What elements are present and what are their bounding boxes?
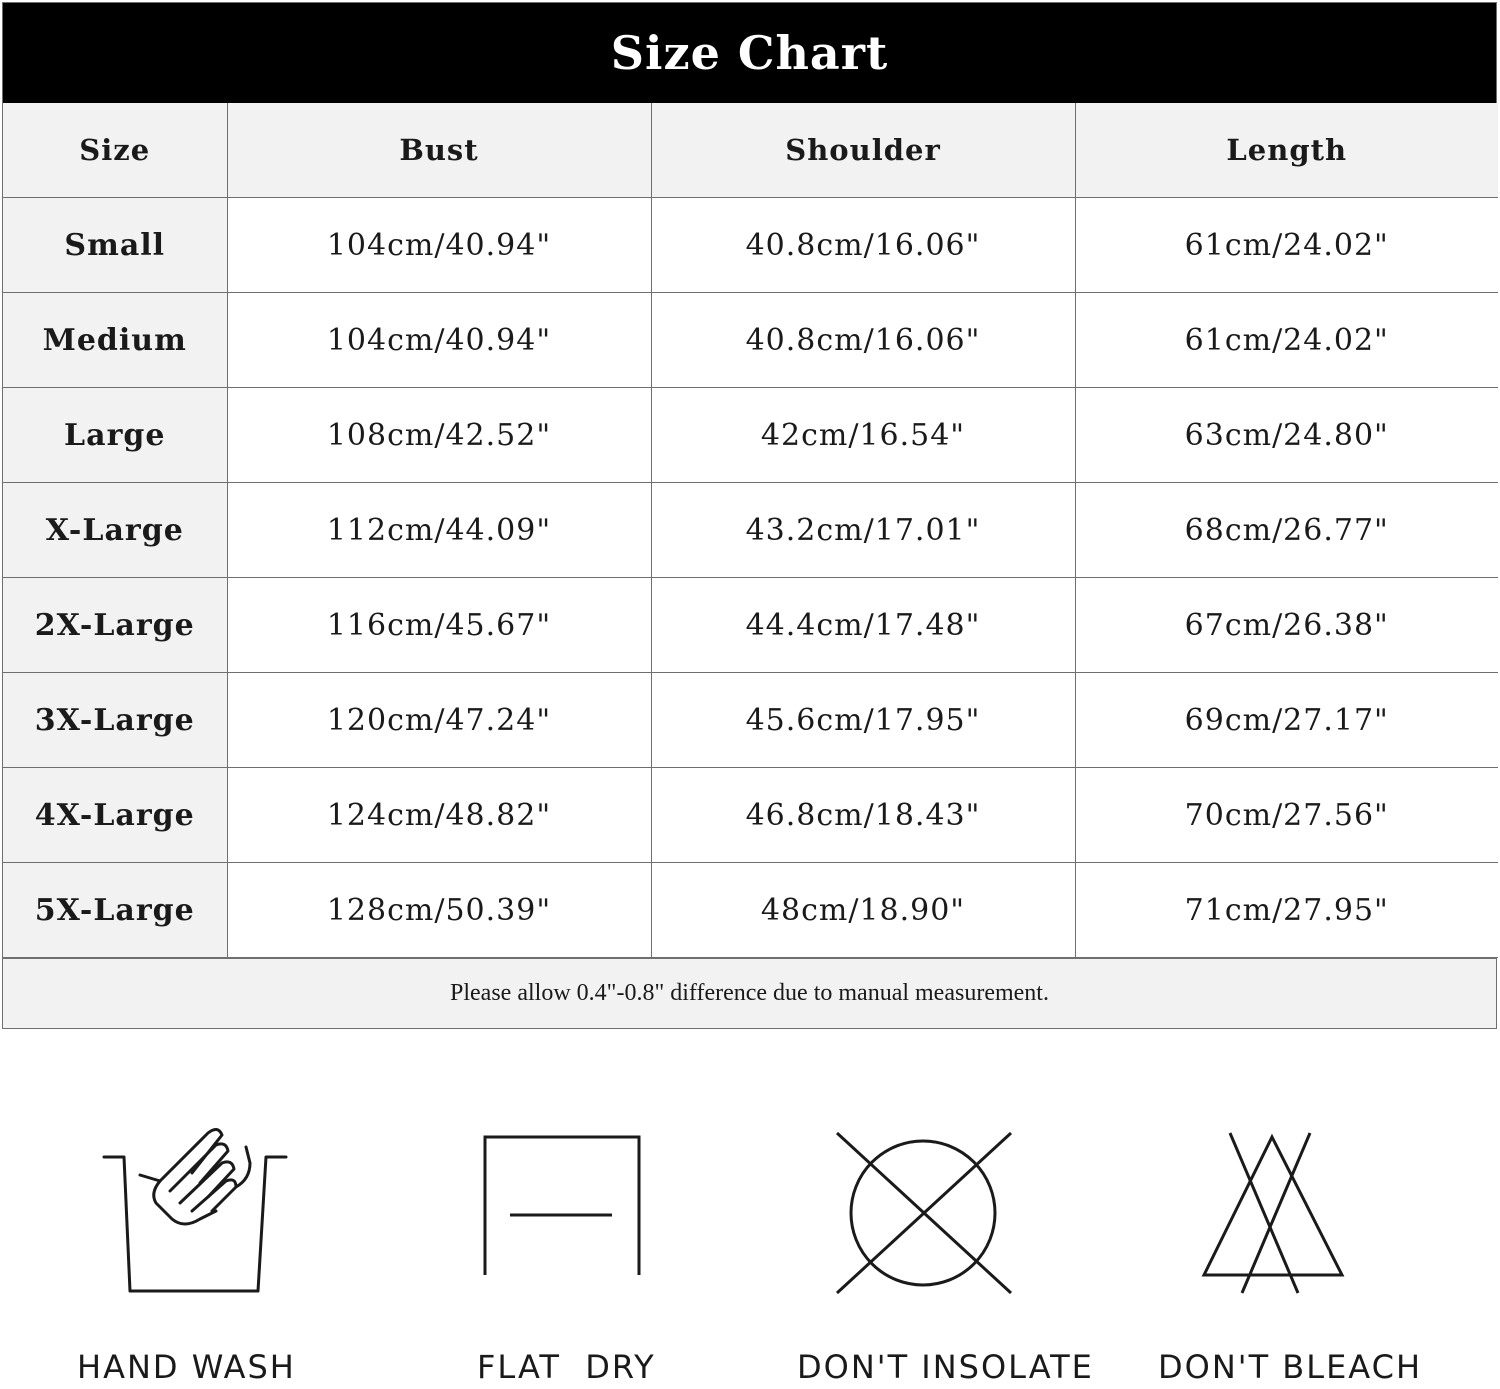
- table-row: [3, 198, 1498, 293]
- dont-insolate-icon: [835, 1115, 1015, 1295]
- bust-cell: 104cm/40.94": [227, 198, 651, 293]
- column-header-bust: Bust: [227, 103, 651, 198]
- shoulder-cell: 40.8cm/16.06": [651, 198, 1075, 293]
- shoulder-cell: 44.4cm/17.48": [651, 578, 1075, 673]
- shoulder-cell: 45.6cm/17.95": [651, 673, 1075, 768]
- shoulder-cell: 43.2cm/17.01": [651, 483, 1075, 578]
- care-flat-dry: [470, 1115, 670, 1385]
- length-cell: 70cm/27.56": [1075, 768, 1498, 863]
- column-header-shoulder: Shoulder: [651, 103, 1075, 198]
- chart-title: Size Chart: [3, 3, 1496, 103]
- size-cell: 5X-Large: [3, 863, 227, 958]
- size-chart: [2, 2, 1497, 1029]
- shoulder-cell: 42cm/16.54": [651, 388, 1075, 483]
- care-label-dont-bleach: DON'T BLEACH: [1158, 1348, 1423, 1386]
- length-cell: 67cm/26.38": [1075, 578, 1498, 673]
- table-row: [3, 863, 1498, 958]
- column-header-length: Length: [1075, 103, 1498, 198]
- bust-cell: 124cm/48.82": [227, 768, 651, 863]
- length-cell: 61cm/24.02": [1075, 198, 1498, 293]
- bust-cell: 112cm/44.09": [227, 483, 651, 578]
- bust-cell: 128cm/50.39": [227, 863, 651, 958]
- size-cell: 3X-Large: [3, 673, 227, 768]
- length-cell: 69cm/27.17": [1075, 673, 1498, 768]
- care-label-flat-dry: FLAT DRY: [477, 1348, 656, 1386]
- bust-cell: 116cm/45.67": [227, 578, 651, 673]
- shoulder-cell: 48cm/18.90": [651, 863, 1075, 958]
- hand-wash-icon: [100, 1115, 290, 1295]
- table-header-row: [3, 103, 1498, 198]
- column-header-size: Size: [3, 103, 227, 198]
- shoulder-cell: 46.8cm/18.43": [651, 768, 1075, 863]
- dont-bleach-icon: [1200, 1115, 1350, 1295]
- table-row: [3, 768, 1498, 863]
- size-cell: 4X-Large: [3, 768, 227, 863]
- size-cell: Medium: [3, 293, 227, 388]
- bust-cell: 104cm/40.94": [227, 293, 651, 388]
- table-row: [3, 578, 1498, 673]
- bust-cell: 120cm/47.24": [227, 673, 651, 768]
- table-row: [3, 388, 1498, 483]
- size-cell: X-Large: [3, 483, 227, 578]
- length-cell: 71cm/27.95": [1075, 863, 1498, 958]
- shoulder-cell: 40.8cm/16.06": [651, 293, 1075, 388]
- length-cell: 68cm/26.77": [1075, 483, 1498, 578]
- care-hand-wash: [70, 1115, 330, 1385]
- care-label-dont-insolate: DON'T INSOLATE: [797, 1348, 1094, 1386]
- care-dont-insolate: [795, 1115, 1094, 1386]
- table-row: [3, 483, 1498, 578]
- size-cell: Large: [3, 388, 227, 483]
- care-dont-bleach: [1155, 1115, 1435, 1385]
- measurement-note: Please allow 0.4"-0.8" difference due to manual measurement.: [3, 958, 1496, 1028]
- bust-cell: 108cm/42.52": [227, 388, 651, 483]
- table-row: [3, 293, 1498, 388]
- length-cell: 61cm/24.02": [1075, 293, 1498, 388]
- size-cell: Small: [3, 198, 227, 293]
- length-cell: 63cm/24.80": [1075, 388, 1498, 483]
- flat-dry-icon: [482, 1115, 642, 1275]
- care-label-hand-wash: HAND WASH: [77, 1348, 296, 1386]
- size-cell: 2X-Large: [3, 578, 227, 673]
- table-row: [3, 673, 1498, 768]
- size-table: [3, 103, 1498, 958]
